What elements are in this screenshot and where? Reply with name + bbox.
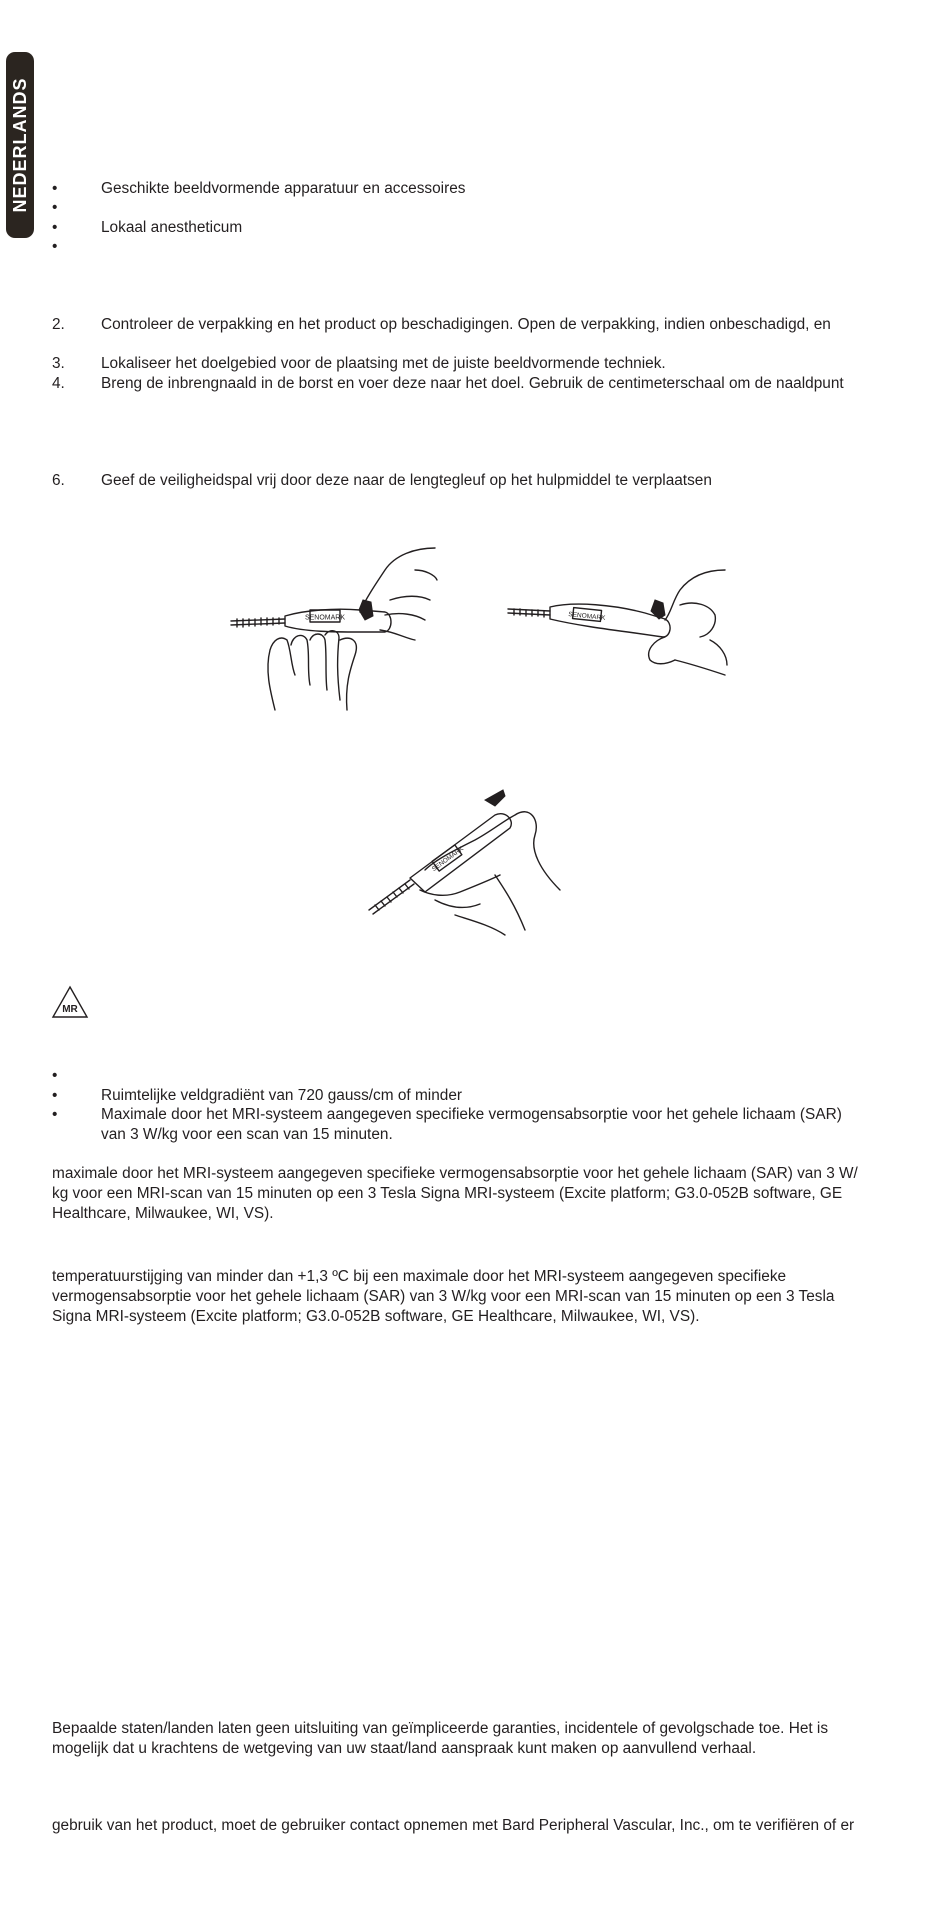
- paragraph-line: Signa MRI-systeem (Excite platform; G3.0-052B software, GE Healthcare, Milwaukee, WI, VS).: [52, 1308, 700, 1325]
- paragraph-line: kg voor een MRI-scan van 15 minuten op een 3 Tesla Signa MRI-systeem (Excite platform; G3.0-052B software, GE: [52, 1185, 843, 1202]
- hand-icon: [420, 812, 560, 935]
- needle-scale-icon: [231, 618, 285, 627]
- device-body-icon: [410, 814, 511, 892]
- arrow-icon: [485, 790, 505, 806]
- bullet-marker: •: [52, 180, 58, 197]
- step-number: 6.: [52, 472, 65, 489]
- bullet-marker: •: [52, 1087, 58, 1104]
- paragraph-line: gebruik van het product, moet de gebruiker contact opnemen met Bard Peripheral Vascular, Inc., om te verifiëren of er: [52, 1817, 855, 1834]
- language-tab-label: NEDERLANDS: [10, 77, 30, 213]
- step-text: Lokaliseer het doelgebied voor de plaatsing met de juiste beeldvormende techniek.: [101, 355, 666, 372]
- step-number: 2.: [52, 316, 65, 333]
- step-text: Geef de veiligheidspal vrij door deze naar de lengtegleuf op het hulpmiddel te verplaatsen: [101, 472, 712, 489]
- needle-scale-icon: [369, 880, 414, 914]
- mr-conditional-icon: [51, 985, 89, 1019]
- paragraph-line: Bepaalde staten/landen laten geen uitsluiting van geïmpliceerde garanties, incidentele of gevolgschade toe. Het is: [52, 1720, 829, 1737]
- needle-scale-icon: [508, 609, 550, 617]
- device-body-icon: [285, 609, 391, 632]
- language-tab: [6, 52, 34, 238]
- bullet-text: Maximale door het MRI-systeem aangegeven specifieke vermogensabsorptie voor het gehele lichaam (SAR): [101, 1106, 842, 1123]
- bullet-text: Lokaal anestheticum: [101, 219, 243, 236]
- arrow-icon: [359, 600, 373, 620]
- step-number: 4.: [52, 375, 65, 392]
- hand-icon: [649, 570, 727, 675]
- bullet-text: Ruimtelijke veldgradiënt van 720 gauss/cm of minder: [101, 1087, 463, 1104]
- figure-hand-push-catch: [505, 565, 735, 695]
- bullet-marker: •: [52, 219, 58, 236]
- bullet-marker: •: [52, 238, 58, 255]
- bullet-text: Geschikte beeldvormende apparatuur en accessoires: [101, 180, 466, 197]
- paragraph-contact: [52, 1816, 922, 1836]
- paragraph-line: temperatuurstijging van minder dan +1,3 ºC bij een maximale door het MRI-systeem aangegeven specifieke: [52, 1268, 787, 1285]
- device-label: SENOMARK: [567, 611, 606, 622]
- figure-hand-slide-catch: [365, 780, 585, 940]
- paragraph-line: mogelijk dat u krachtens de wetgeving van uw staat/land aanspraak kunt maken op aanvullend verhaal.: [52, 1740, 757, 1757]
- left-hand-icon: [268, 631, 356, 710]
- paragraph-line: maximale door het MRI-systeem aangegeven specifieke vermogensabsorptie voor het gehele lichaam (SAR) van 3 W/: [52, 1165, 858, 1182]
- paragraph-line: Healthcare, Milwaukee, WI, VS).: [52, 1205, 274, 1222]
- bullet-marker: •: [52, 1067, 58, 1084]
- figure-hands-release-catch: [225, 540, 445, 715]
- step-text: Controleer de verpakking en het product op beschadigingen. Open de verpakking, indien onbeschadigd, en: [101, 316, 831, 333]
- device-label: SENOMARK: [304, 614, 346, 622]
- bullet-marker: •: [52, 1106, 58, 1123]
- paragraph-line: vermogensabsorptie voor het gehele lichaam (SAR) van 3 W/kg voor een MRI-scan van 15 minuten op een 3 Tesla: [52, 1288, 835, 1305]
- step-text: Breng de inbrengnaald in de borst en voer deze naar het doel. Gebruik de centimeterschaal om de naaldpunt: [101, 375, 844, 392]
- device-label: SENOMARK: [430, 845, 465, 873]
- bullet-text-continuation: van 3 W/kg voor een scan van 15 minuten.: [101, 1126, 393, 1143]
- right-hand-icon: [360, 548, 437, 640]
- mr-symbol-text: MR: [62, 1004, 78, 1015]
- paragraph-mri-sar: [52, 1164, 922, 1224]
- bullet-marker: •: [52, 199, 58, 216]
- paragraph-warranty: [52, 1719, 922, 1759]
- paragraph-mri-temperature: [52, 1267, 922, 1327]
- step-number: 3.: [52, 355, 65, 372]
